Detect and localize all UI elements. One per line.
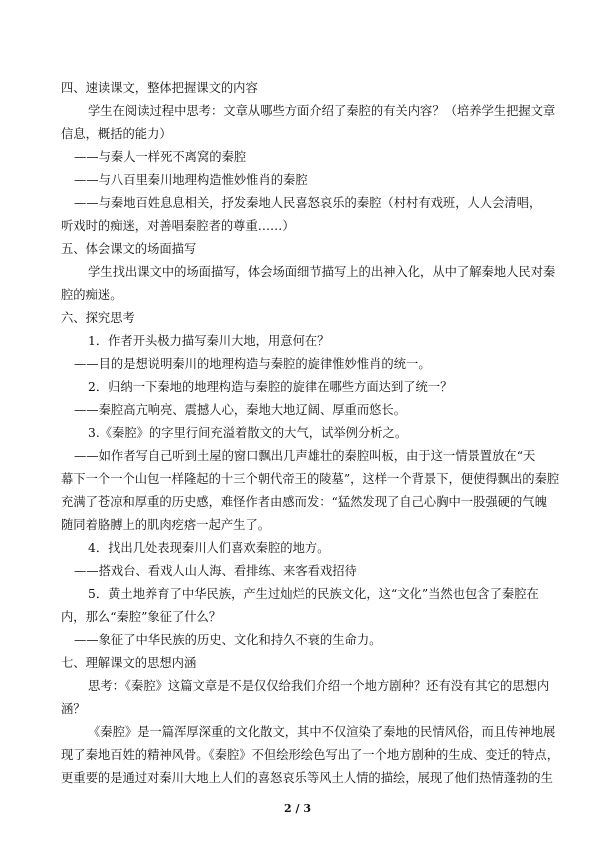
page-number: 2 / 3 xyxy=(284,802,311,815)
paragraph-line: 听戏时的痴迷，对善唱秦腔者的尊重……） xyxy=(61,219,295,233)
heading-section-4: 四、速读课文，整体把握课文的内容 xyxy=(61,81,258,95)
answer-line: ——搭戏台、看戏人山人海、看排练、来客看戏招待 xyxy=(74,564,357,578)
heading-section-6: 六、探究思考 xyxy=(61,311,135,325)
question-line: 2．归纳一下秦地的地理构造与秦腔的旋律在哪些方面达到了统一？ xyxy=(88,380,453,394)
paragraph-line: 学生找出课文中的场面描写，体会场面细节描写上的出神入化，从中了解秦地人民对秦 xyxy=(88,265,556,279)
paragraph-line: 更重要的是通过对秦川大地上人们的喜怒哀乐等风土人情的描绘，展现了他们热情蓬勃的生 xyxy=(61,771,553,785)
question-line: 3.《秦腔》的字里行间充溢着散文的大气，试举例分析之。 xyxy=(88,426,408,440)
paragraph-line: 现了秦地百姓的精神风骨。《秦腔》不但绘形绘色写出了一个地方剧种的生成、变迁的特点， xyxy=(61,748,560,762)
paragraph-line: 学生在阅读过程中思考：文章从哪些方面介绍了秦腔的有关内容？（培养学生把握文章 xyxy=(88,104,556,118)
paragraph-line: 腔的痴迷。 xyxy=(61,288,123,302)
paragraph-line: 《秦腔》是一篇浑厚深重的文化散文，其中不仅渲染了秦地的民情风俗，而且传神地展 xyxy=(88,725,556,739)
list-item: ——与秦人一样死不离窝的秦腔 xyxy=(74,150,247,164)
paragraph-line: 思考：《秦腔》这篇文章是不是仅仅给我们介绍一个地方剧种？还有没有其它的思想内 xyxy=(88,679,550,693)
heading-section-5: 五、体会课文的场面描写 xyxy=(61,242,197,256)
question-line: 5．黄土地养育了中华民族，产生过灿烂的民族文化，这“文化”当然也包含了秦腔在 xyxy=(88,587,539,601)
paragraph-line: 信息，概括的能力） xyxy=(61,127,172,141)
question-line: 1．作者开头极力描写秦川大地，用意何在？ xyxy=(88,334,330,348)
answer-line: 随同着胳膊上的肌肉疙瘩一起产生了。 xyxy=(61,518,271,532)
paragraph-line: 涵？ xyxy=(61,702,86,716)
list-item: ——与秦地百姓息息相关，抒发秦地人民喜怒哀乐的秦腔（村村有戏班，人人会清唱， xyxy=(74,196,542,210)
list-item: ——与八百里秦川地理构造惟妙惟肖的秦腔 xyxy=(74,173,308,187)
answer-line: ——如作者写自己听到土屋的窗口飘出几声雄壮的秦腔叫板，由于这一情景置放在“天 xyxy=(74,449,536,463)
question-line: 4．找出几处表现秦川人们喜欢秦腔的地方。 xyxy=(88,541,330,555)
heading-section-7: 七、理解课文的思想内涵 xyxy=(61,656,197,670)
answer-line: ——目的是想说明秦川的地理构造与秦腔的旋律惟妙惟肖的统一。 xyxy=(74,357,431,371)
answer-line: ——象征了中华民族的历史、文化和持久不衰的生命力。 xyxy=(74,633,382,647)
answer-line: 幕下一个一个山包一样隆起的十三个朝代帝王的陵墓”，这样一个背景下，便使得飘出的秦腔 xyxy=(61,472,560,486)
answer-line: ——秦腔高亢响亮、震撼人心，秦地大地辽阔、厚重而悠长。 xyxy=(74,403,407,417)
question-line: 内，那么“秦腔”象征了什么？ xyxy=(61,610,222,624)
answer-line: 充满了苍凉和厚重的历史感，难怪作者由感而发：“猛然发现了自己心胸中一股强硬的气魄 xyxy=(61,495,547,509)
